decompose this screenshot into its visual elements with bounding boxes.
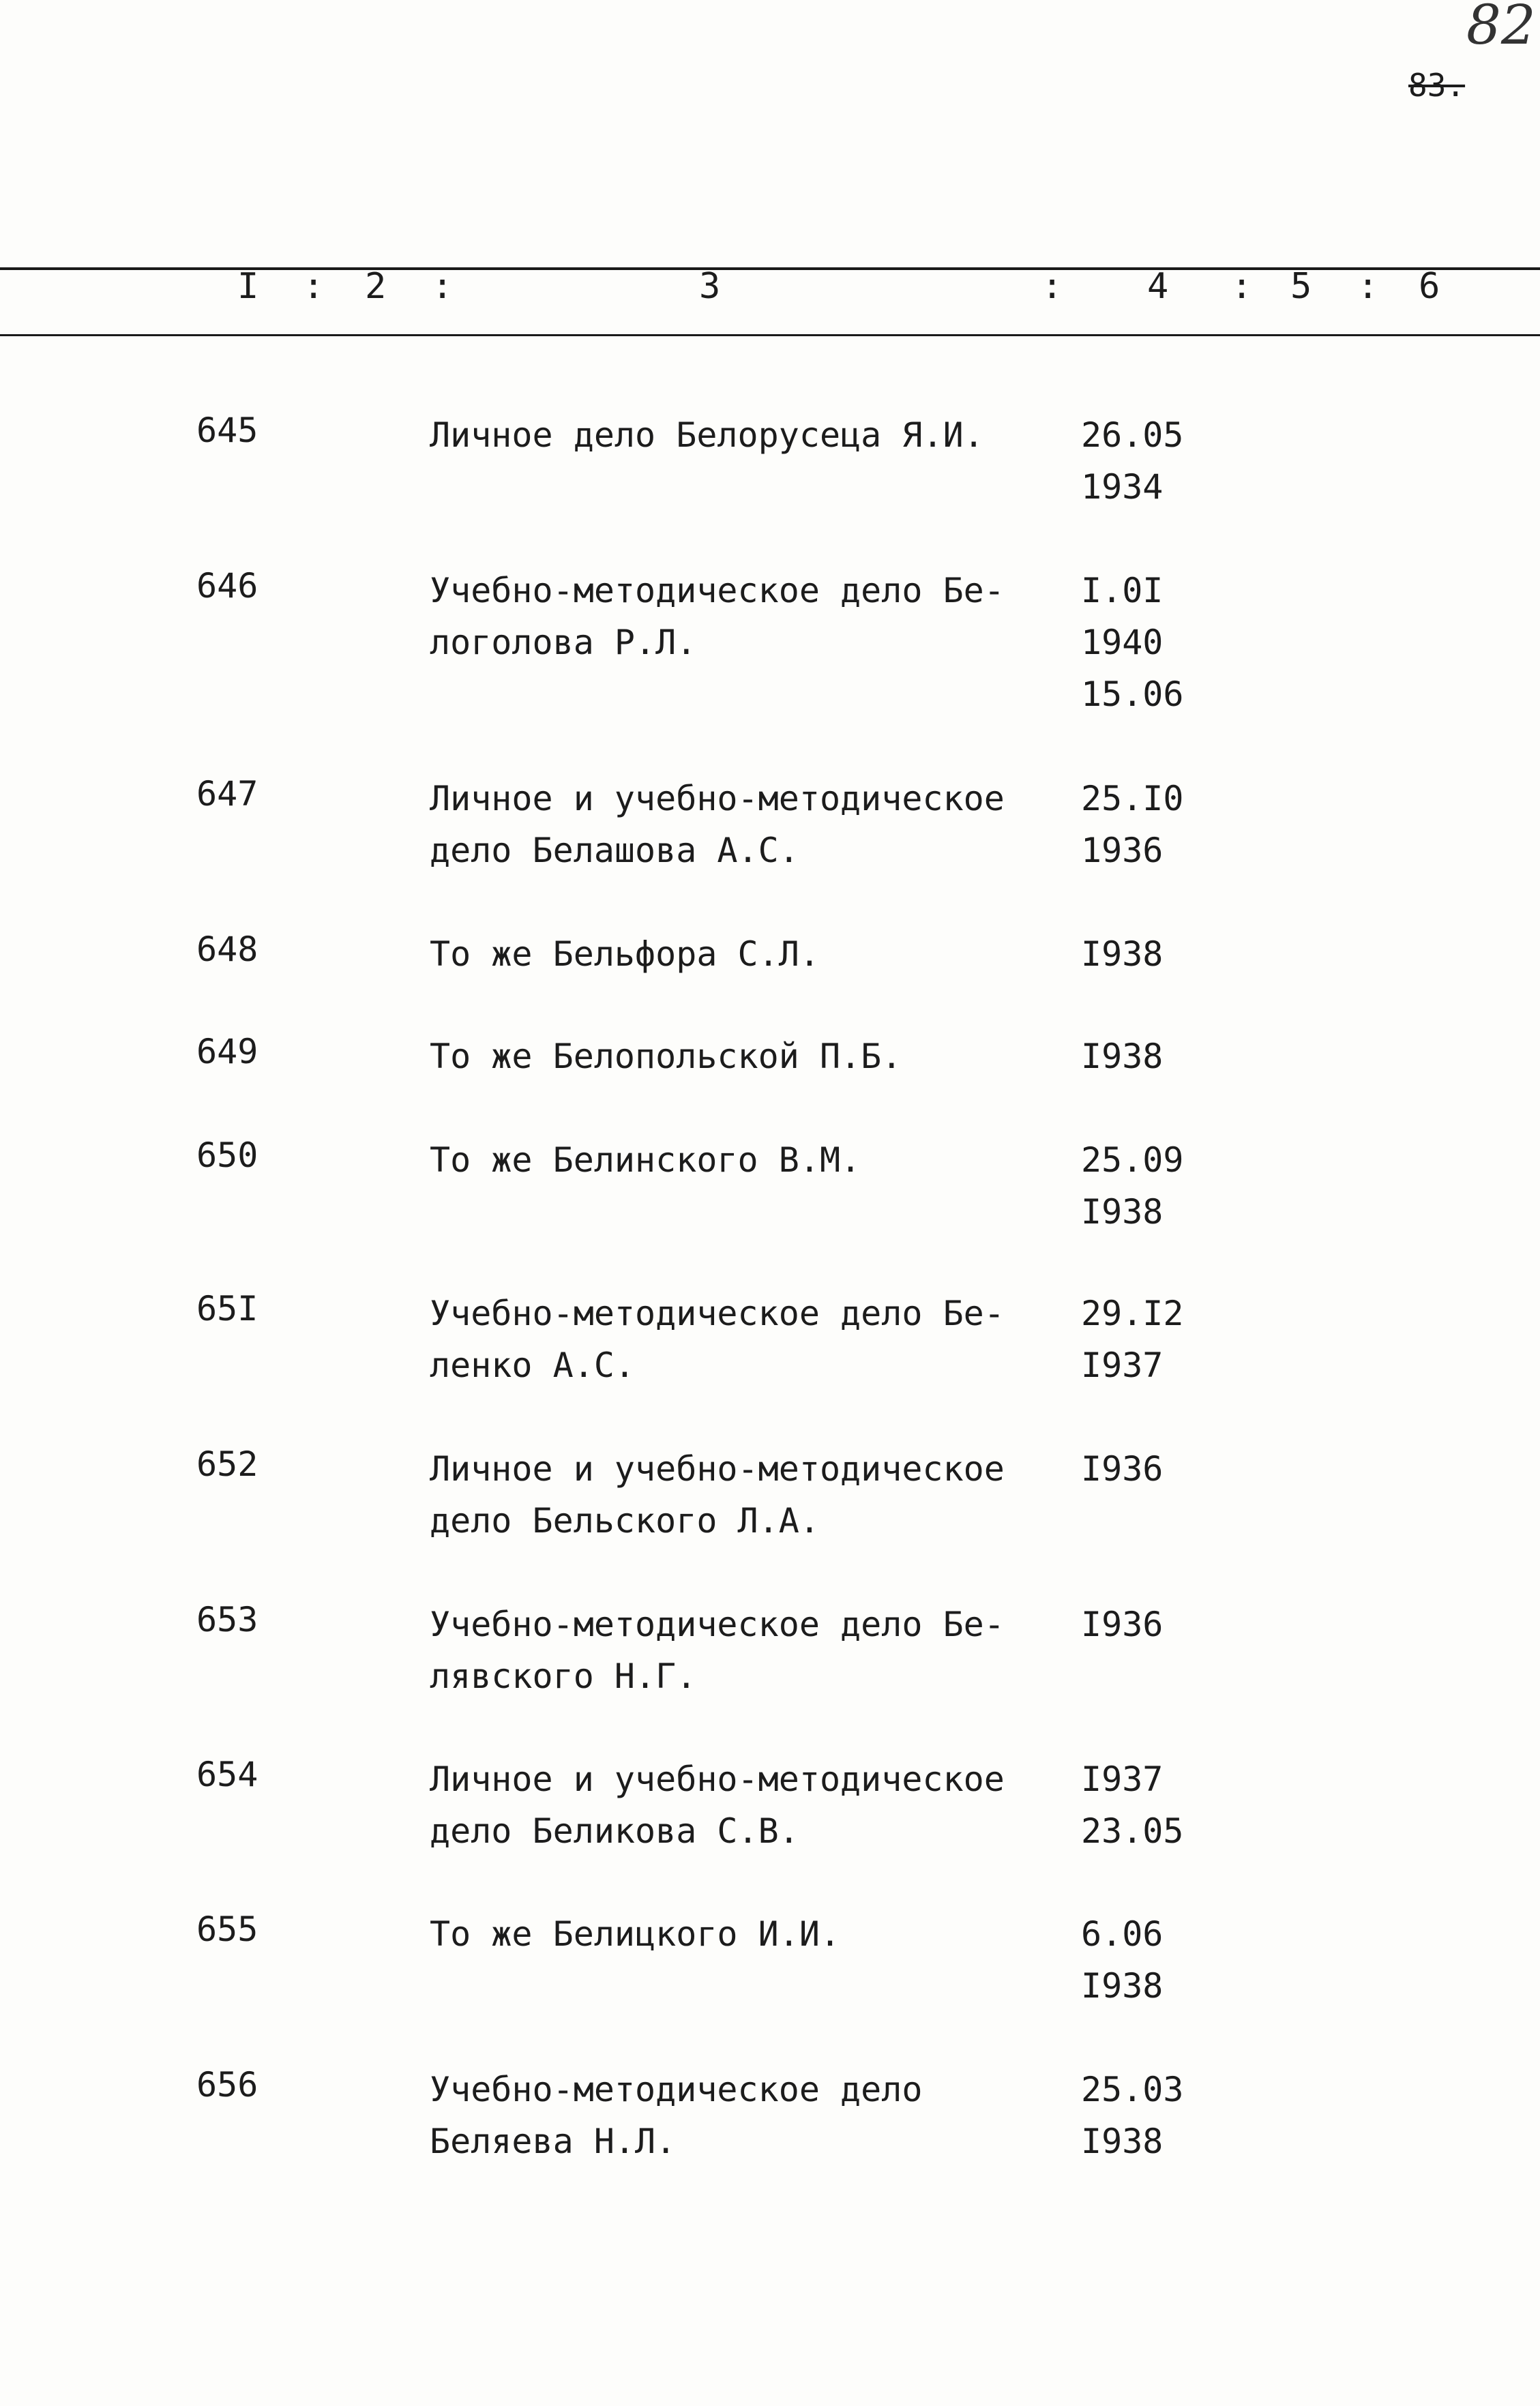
row-number: 656 — [196, 2065, 258, 2105]
date-line: I.0I — [1081, 571, 1164, 610]
description-line: Личное и учебно-методическое — [430, 1449, 1005, 1489]
row-description — [430, 1443, 1005, 1547]
row-number: 654 — [196, 1755, 258, 1794]
description-line: То же Белинского В.М. — [430, 1140, 861, 1180]
description-line: Учебно-методическое дело Бе- — [430, 1294, 1005, 1333]
date-line: I937 — [1081, 1759, 1164, 1799]
column-separator: : — [303, 266, 325, 307]
date-line: I938 — [1081, 2122, 1164, 2161]
row-description — [430, 1908, 840, 1960]
date-line: 1936 — [1081, 831, 1164, 870]
date-line: I937 — [1081, 1346, 1164, 1385]
date-line: 1934 — [1081, 467, 1164, 507]
row-description — [430, 1030, 902, 1082]
row-description — [430, 1599, 1005, 1702]
date-line: 25.I0 — [1081, 779, 1184, 818]
description-line: лявского Н.Г. — [430, 1657, 697, 1696]
row-number: 647 — [196, 774, 258, 814]
description-line: То же Белопольской П.Б. — [430, 1037, 902, 1076]
description-line: Личное и учебно-методическое — [430, 1759, 1005, 1799]
description-line: То же Бельфора С.Л. — [430, 934, 820, 974]
description-line: Учебно-методическое дело — [430, 2070, 923, 2109]
column-header-2: 2 — [365, 266, 387, 307]
row-description — [430, 1753, 1005, 1857]
row-description — [430, 928, 820, 980]
description-line: Беляева Н.Л. — [430, 2122, 677, 2161]
row-number: 646 — [196, 566, 258, 606]
row-description — [430, 1134, 861, 1186]
date-line: 29.I2 — [1081, 1294, 1184, 1333]
row-number: 65I — [196, 1289, 258, 1328]
row-dates — [1081, 1134, 1184, 1238]
row-number: 648 — [196, 930, 258, 969]
date-line: I938 — [1081, 934, 1164, 974]
description-line: Личное и учебно-методическое — [430, 779, 1005, 818]
date-line: 25.09 — [1081, 1140, 1184, 1180]
column-separator: : — [1357, 266, 1379, 307]
row-description — [430, 773, 1005, 876]
column-header-1: I — [237, 266, 259, 307]
date-line: 23.05 — [1081, 1811, 1184, 1851]
row-description — [430, 565, 1005, 668]
date-line: I938 — [1081, 1037, 1164, 1076]
date-line: 6.06 — [1081, 1914, 1164, 1954]
row-number: 645 — [196, 411, 258, 450]
column-separator: : — [432, 266, 454, 307]
column-header-5: 5 — [1290, 266, 1312, 307]
column-header-3: 3 — [699, 266, 721, 307]
description-line: дело Белашова А.С. — [430, 831, 799, 870]
row-number: 655 — [196, 1910, 258, 1949]
column-header-6: 6 — [1419, 266, 1440, 307]
description-line: дело Бельского Л.А. — [430, 1501, 820, 1541]
row-description — [430, 1288, 1005, 1391]
row-dates — [1081, 1599, 1163, 1650]
header-bottom-rule — [0, 334, 1540, 336]
row-dates — [1081, 409, 1184, 513]
description-line: логолова Р.Л. — [430, 623, 697, 662]
description-line: дело Беликова С.В. — [430, 1811, 799, 1851]
row-dates — [1081, 565, 1184, 720]
archive-stamp-number: 82 — [1466, 0, 1536, 57]
date-line: I938 — [1081, 1966, 1164, 2006]
row-number: 652 — [196, 1444, 258, 1484]
row-number: 649 — [196, 1032, 258, 1071]
date-line: 15.06 — [1081, 674, 1184, 714]
description-line: ленко А.С. — [430, 1346, 636, 1385]
description-line: То же Белицкого И.И. — [430, 1914, 841, 1954]
row-description — [430, 2064, 922, 2167]
page-number: 83. — [1408, 67, 1466, 104]
date-line: I936 — [1081, 1449, 1164, 1489]
row-dates — [1081, 1030, 1163, 1082]
row-number: 653 — [196, 1600, 258, 1639]
date-line: 25.03 — [1081, 2070, 1184, 2109]
date-line: I938 — [1081, 1192, 1164, 1232]
column-header-4: 4 — [1147, 266, 1169, 307]
date-line: I936 — [1081, 1605, 1164, 1644]
row-description — [430, 409, 984, 461]
row-dates — [1081, 928, 1163, 980]
row-number: 650 — [196, 1135, 258, 1175]
description-line: Учебно-методическое дело Бе- — [430, 1605, 1005, 1644]
row-dates — [1081, 1753, 1184, 1857]
row-dates — [1081, 1288, 1184, 1391]
row-dates — [1081, 2064, 1184, 2167]
row-dates — [1081, 773, 1184, 876]
row-dates — [1081, 1443, 1163, 1495]
description-line: Личное дело Белорусеца Я.И. — [430, 415, 984, 455]
column-separator: : — [1231, 266, 1253, 307]
row-dates — [1081, 1908, 1163, 2012]
description-line: Учебно-методическое дело Бе- — [430, 571, 1005, 610]
column-separator: : — [1041, 266, 1063, 307]
date-line: 26.05 — [1081, 415, 1184, 455]
date-line: 1940 — [1081, 623, 1164, 662]
